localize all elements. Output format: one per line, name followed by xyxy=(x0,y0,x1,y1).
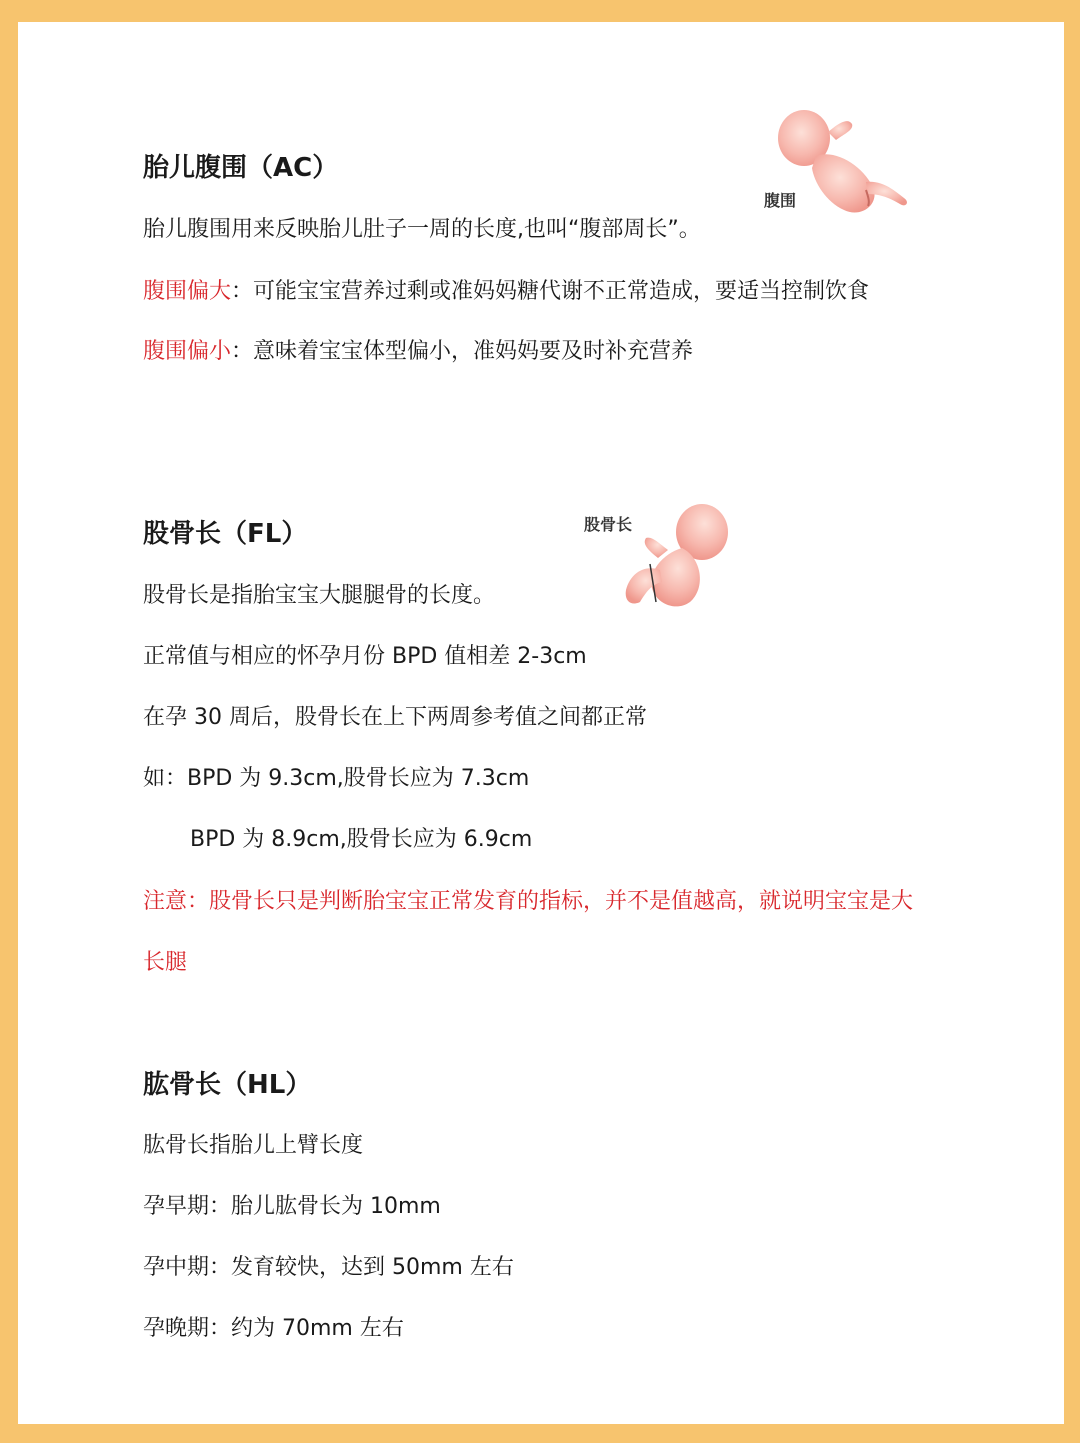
ac-large-text: ：可能宝宝营养过剩或准妈妈糖代谢不正常造成，要适当控制饮食 xyxy=(231,279,870,304)
figure-label-femur: 股骨长 xyxy=(584,515,633,534)
hl-early: 孕早期：胎儿肱骨长为 10mm xyxy=(143,1194,441,1219)
ac-description: 胎儿腹围用来反映胎儿肚子一周的长度,也叫“腹部周长”。 xyxy=(143,217,701,242)
hl-mid: 孕中期：发育较快，达到 50mm 左右 xyxy=(143,1255,514,1280)
fetus-body xyxy=(812,154,875,212)
fetus-arm xyxy=(645,538,668,558)
fl-note-line-1: 注意：股骨长只是判断胎宝宝正常发育的指标，并不是值越高，就说明宝宝是大 xyxy=(143,889,914,914)
ac-small-text: ：意味着宝宝体型偏小，准妈妈要及时补充营养 xyxy=(231,339,694,364)
figure-label-abdomen: 腹围 xyxy=(764,191,797,210)
section-title-ac: 胎儿腹围（AC） xyxy=(143,153,339,183)
fl-line-1: 正常值与相应的怀孕月份 BPD 值相差 2-3cm xyxy=(143,644,587,669)
fl-line-2: 在孕 30 周后，股骨长在上下两周参考值之间都正常 xyxy=(143,705,647,730)
fl-description: 股骨长是指胎宝宝大腿腿骨的长度。 xyxy=(143,583,496,608)
fl-example-1: 如：BPD 为 9.3cm,股骨长应为 7.3cm xyxy=(143,766,530,791)
section-title-fl: 股骨长（FL） xyxy=(143,519,308,549)
ac-large-label: 腹围偏大 xyxy=(143,279,232,304)
fl-note-line-2: 长腿 xyxy=(143,950,188,975)
hl-description: 肱骨长指胎儿上臂长度 xyxy=(143,1133,364,1158)
section-title-hl: 肱骨长（HL） xyxy=(143,1070,312,1100)
hl-late: 孕晚期：约为 70mm 左右 xyxy=(143,1316,404,1341)
fetus-arm xyxy=(828,121,852,140)
content-card xyxy=(18,22,1064,1424)
ac-small-row xyxy=(143,336,693,368)
ac-large-row xyxy=(143,276,869,308)
ac-small-label: 腹围偏小 xyxy=(143,339,232,364)
fl-example-2: BPD 为 8.9cm,股骨长应为 6.9cm xyxy=(190,827,533,852)
